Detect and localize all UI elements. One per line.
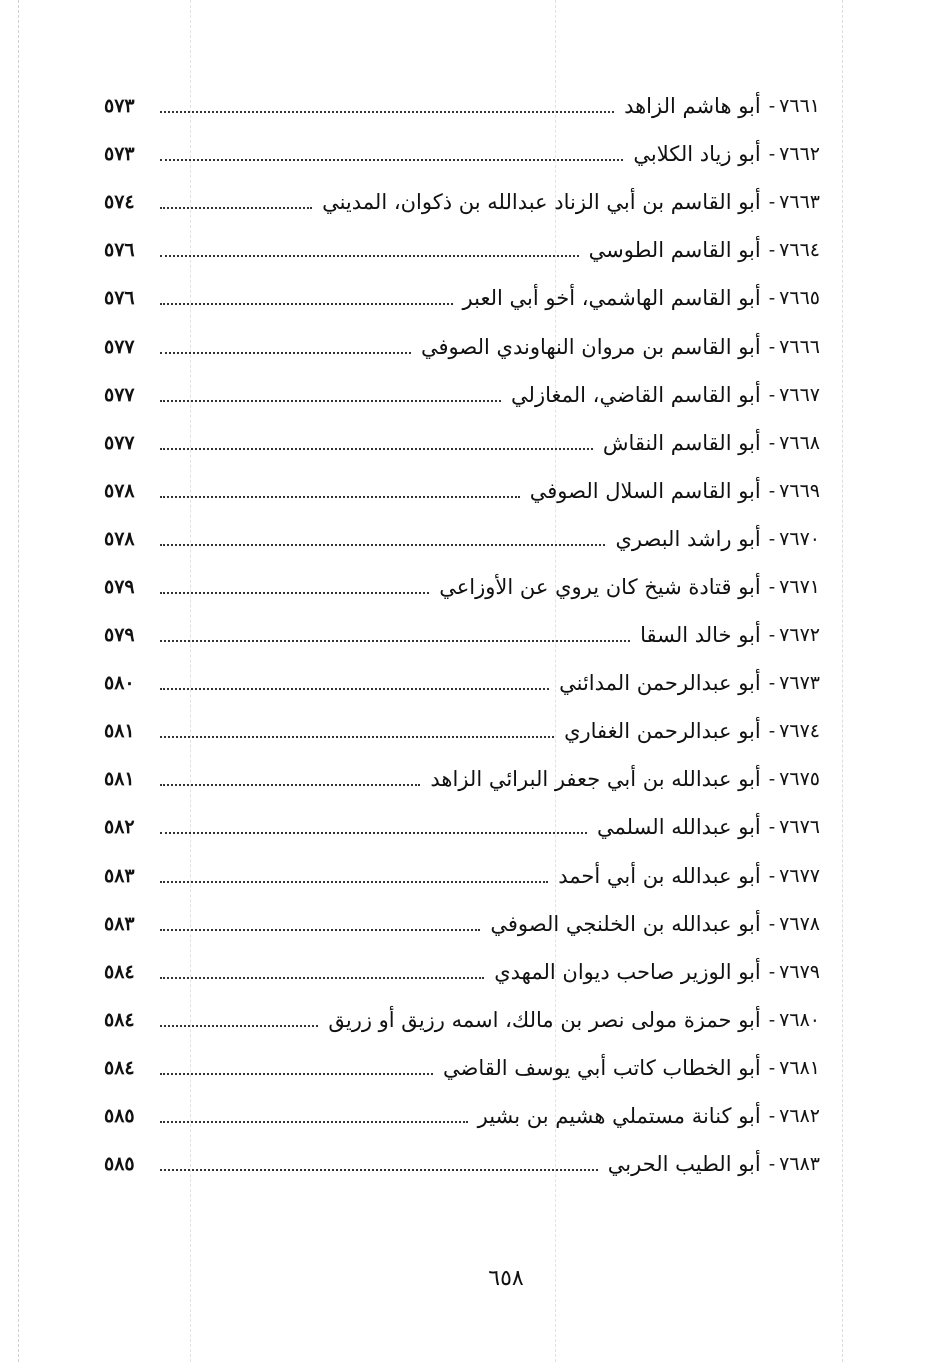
entry-separator: - — [768, 1008, 776, 1031]
dot-leader — [160, 1169, 598, 1171]
entry-separator: - — [768, 575, 776, 598]
toc-entry — [104, 755, 820, 803]
dot-leader — [160, 159, 623, 161]
dot-leader — [160, 688, 549, 690]
entry-title: أبو عبدالرحمن المدائني — [559, 671, 761, 696]
entry-title: أبو القاسم بن مروان النهاوندي الصوفي — [421, 334, 761, 359]
entry-page-reference: ٥٧٨ — [104, 479, 135, 502]
entry-separator: - — [768, 1153, 776, 1176]
entry-separator: - — [768, 143, 776, 166]
entry-title: أبو القاسم القاضي، المغازلي — [511, 382, 761, 407]
entry-page-reference: ٥٨٤ — [104, 1008, 135, 1031]
entry-separator: - — [768, 912, 776, 935]
dot-leader — [160, 496, 520, 498]
entry-title: أبو حمزة مولى نصر بن مالك، اسمه رزيق أو زريق — [328, 1007, 761, 1032]
entry-title: أبو راشد البصري — [615, 526, 761, 551]
entry-title: أبو القاسم النقاش — [602, 430, 761, 455]
entry-page-reference: ٥٨٥ — [104, 1153, 135, 1176]
entry-number: ٧٦٧٨ — [779, 912, 820, 935]
entry-number: ٧٦٧٧ — [779, 864, 820, 887]
dot-leader — [160, 111, 614, 113]
dot-leader — [160, 1073, 433, 1075]
entry-number: ٧٦٨٢ — [779, 1105, 820, 1128]
entry-separator: - — [768, 672, 776, 695]
entry-separator: - — [768, 624, 776, 647]
entry-title: أبو عبدالله بن أبي أحمد — [558, 863, 761, 888]
entry-number: ٧٦٧٩ — [779, 960, 820, 983]
entry-title: أبو القاسم السلال الصوفي — [529, 478, 761, 503]
toc-entry — [104, 322, 820, 370]
entry-title: أبو قتادة شيخ كان يروي عن الأوزاعي — [439, 574, 761, 599]
toc-entry — [104, 515, 820, 563]
entry-number: ٧٦٧٠ — [779, 527, 820, 550]
dot-leader — [160, 1121, 468, 1123]
entry-number: ٧٦٦٤ — [779, 239, 820, 262]
entry-separator: - — [768, 383, 776, 406]
toc-entry — [104, 852, 820, 900]
entry-page-reference: ٥٧٣ — [104, 95, 135, 118]
entry-title: أبو عبدالله بن أبي جعفر البرائي الزاهد — [430, 767, 761, 792]
entry-number: ٧٦٧٢ — [779, 624, 820, 647]
toc-entry — [104, 1140, 820, 1188]
entry-page-reference: ٥٨٤ — [104, 960, 135, 983]
dot-leader — [160, 881, 548, 883]
toc-entry — [104, 82, 820, 130]
entry-page-reference: ٥٧٩ — [104, 624, 135, 647]
entry-number: ٧٦٨٣ — [779, 1153, 820, 1176]
entry-page-reference: ٥٨٠ — [104, 672, 135, 695]
entry-page-reference: ٥٧٣ — [104, 143, 135, 166]
entry-page-reference: ٥٨٣ — [104, 912, 135, 935]
dot-leader — [160, 640, 630, 642]
entry-title: أبو كنانة مستملي هشيم بن بشير — [477, 1104, 761, 1129]
dot-leader — [160, 400, 501, 402]
entry-number: ٧٦٦٦ — [779, 335, 820, 358]
dot-leader — [160, 448, 593, 450]
entry-number: ٧٦٧٥ — [779, 768, 820, 791]
toc-entry — [104, 948, 820, 996]
entry-title: أبو هاشم الزاهد — [624, 94, 761, 119]
dot-leader — [160, 832, 587, 834]
entry-separator: - — [768, 864, 776, 887]
dot-leader — [160, 592, 429, 594]
entry-number: ٧٦٦٢ — [779, 143, 820, 166]
toc-entry — [104, 611, 820, 659]
page-number: ٦٥٨ — [488, 1266, 524, 1291]
entry-separator: - — [768, 816, 776, 839]
toc-entry — [104, 1092, 820, 1140]
toc-entry — [104, 130, 820, 178]
entry-number: ٧٦٧١ — [779, 575, 820, 598]
entry-separator: - — [768, 239, 776, 262]
toc-entry — [104, 467, 820, 515]
entry-title: أبو الطيب الحربي — [607, 1152, 761, 1177]
entry-separator: - — [768, 527, 776, 550]
entry-separator: - — [768, 479, 776, 502]
dot-leader — [160, 784, 420, 786]
toc-entry — [104, 1044, 820, 1092]
entry-number: ٧٦٦٧ — [779, 383, 820, 406]
toc-entry — [104, 563, 820, 611]
entry-title: أبو الخطاب كاتب أبي يوسف القاضي — [443, 1055, 761, 1080]
entry-number: ٧٦٦٩ — [779, 479, 820, 502]
entry-number: ٧٦٦٣ — [779, 191, 820, 214]
entry-page-reference: ٥٧٧ — [104, 431, 135, 454]
scan-guide-line — [18, 0, 19, 1362]
entry-page-reference: ٥٨٢ — [104, 816, 135, 839]
entry-separator: - — [768, 431, 776, 454]
entry-separator: - — [768, 191, 776, 214]
entry-page-reference: ٥٨١ — [104, 768, 135, 791]
entry-page-reference: ٥٧٤ — [104, 191, 135, 214]
toc-entry — [104, 178, 820, 226]
dot-leader — [160, 207, 312, 209]
entry-page-reference: ٥٨٣ — [104, 864, 135, 887]
entry-separator: - — [768, 768, 776, 791]
entry-separator: - — [768, 1105, 776, 1128]
entry-separator: - — [768, 287, 776, 310]
entry-title: أبو زياد الكلابي — [633, 142, 761, 167]
entry-number: ٧٦٦٥ — [779, 287, 820, 310]
toc-entry — [104, 226, 820, 274]
entry-page-reference: ٥٧٦ — [104, 239, 135, 262]
toc-entry — [104, 274, 820, 322]
entry-page-reference: ٥٧٧ — [104, 335, 135, 358]
entry-number: ٧٦٧٦ — [779, 816, 820, 839]
entry-page-reference: ٥٧٨ — [104, 527, 135, 550]
dot-leader — [160, 929, 480, 931]
dot-leader — [160, 736, 554, 738]
entry-page-reference: ٥٧٦ — [104, 287, 135, 310]
toc-entry — [104, 996, 820, 1044]
entry-title: أبو خالد السقا — [640, 623, 761, 648]
toc-entry — [104, 803, 820, 851]
entry-title: أبو الوزير صاحب ديوان المهدي — [494, 959, 761, 984]
dot-leader — [160, 544, 605, 546]
entry-page-reference: ٥٨١ — [104, 720, 135, 743]
entry-page-reference: ٥٨٥ — [104, 1105, 135, 1128]
entry-separator: - — [768, 1056, 776, 1079]
entry-number: ٧٦٧٣ — [779, 672, 820, 695]
dot-leader — [160, 352, 411, 354]
entry-title: أبو عبدالرحمن الغفاري — [564, 719, 761, 744]
entry-separator: - — [768, 720, 776, 743]
entry-title: أبو عبدالله بن الخلنجي الصوفي — [490, 911, 761, 936]
entry-page-reference: ٥٧٧ — [104, 383, 135, 406]
entry-separator: - — [768, 960, 776, 983]
scan-guide-line — [842, 0, 843, 1362]
entry-number: ٧٦٨١ — [779, 1056, 820, 1079]
entry-number: ٧٦٧٤ — [779, 720, 820, 743]
entry-separator: - — [768, 95, 776, 118]
entry-title: أبو القاسم الطوسي — [588, 238, 761, 263]
toc-entry — [104, 900, 820, 948]
dot-leader — [160, 1025, 318, 1027]
entry-page-reference: ٥٧٩ — [104, 575, 135, 598]
dot-leader — [160, 977, 484, 979]
dot-leader — [160, 255, 579, 257]
toc-entry — [104, 419, 820, 467]
entry-number: ٧٦٦٨ — [779, 431, 820, 454]
entry-separator: - — [768, 335, 776, 358]
toc-entry — [104, 659, 820, 707]
entry-number: ٧٦٨٠ — [779, 1008, 820, 1031]
entry-page-reference: ٥٨٤ — [104, 1056, 135, 1079]
toc-entry — [104, 707, 820, 755]
entry-title: أبو عبدالله السلمي — [596, 815, 761, 840]
toc-entry — [104, 371, 820, 419]
entry-number: ٧٦٦١ — [779, 95, 820, 118]
entry-title: أبو القاسم بن أبي الزناد عبدالله بن ذكوان، المديني — [322, 190, 761, 215]
entry-title: أبو القاسم الهاشمي، أخو أبي العبر — [462, 286, 761, 311]
dot-leader — [160, 303, 453, 305]
table-of-contents — [104, 82, 820, 1188]
